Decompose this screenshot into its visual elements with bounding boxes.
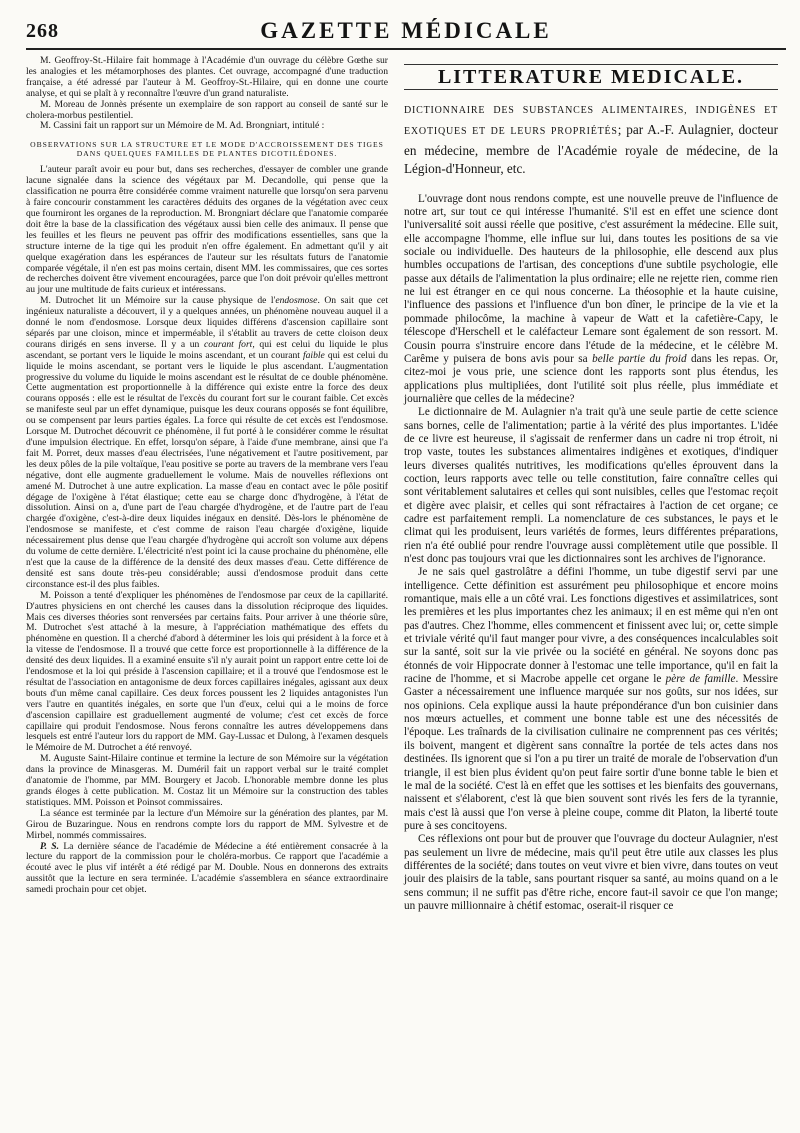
paragraph: M. Geoffroy-St.-Hilaire fait hommage à l'Académie d'un ouvrage du célèbre Gœthe sur les analogies et les métamorphoses des plantes. Cet ouvrage, accompagné d'une traduction française, a été adressé par l'auteur à M. Geoffroy-St.-Hilaire, qui en donne une courte analyse, et qui se plaît à y reconnaître l'œuvre d'un grand naturaliste. — [26, 55, 388, 99]
paragraph: L'auteur paraît avoir eu pour but, dans ses recherches, d'essayer de combler une grande lacune signalée dans la science des végétaux par M. Decandolle, qui pense que la classification ne pourra être considérée comme vraiment naturelle que lorsqu'on sera parvenu à faire concourir constamment les caractères déduits des organes de la végétation avec ceux que fourniront les organes de la reproduction. M. Brongniart déclare que l'anatomie comparée doit être la base de la classification des végétaux aussi bien celle des animaux. Il pense que les feuilles et les fleurs ne peuvent pas offrir des modifications essentielles, sans que la structure interne de la tige qui les produit n'en offre également. En admettant qu'il y ait quelque exagération dans les espérances de l'auteur sur les résultats futurs de l'anatomie comparée végétale, il n'en est pas moins certain, disent MM. les commissaires, que ces sortes de recherches doivent être vivement encouragées, parce que l'on doit prévoir qu'elles mettront au jour une multitude de faits curieux et intéressans. — [26, 164, 388, 296]
italic-term: belle partie du froid — [592, 352, 687, 365]
text-run: L'ouvrage dont nous rendons compte, est une nouvelle preuve de l'influence de notre art, sur tout ce qui intéresse l'humanité. S'il est en effet une science dont l'universalité soit aussi réelle que positive, c'est assurément la médecine. Elle suit, elle accompagne l'homme, elle influe sur lui, dans toutes les positions de sa vie sociale ou individuelle. Des hauteurs de la philosophie, elle descend aux plus humbles occupations de l'artisan, des conceptions d'une subtile psychologie, elle passe aux détails de l'alimentation la plus ordinaire; elle ne rejette rien, comme rien ne lui est étranger en ce qui nous concerne. La théosophie et la haute cuisine, l'influence des passions et l'influence d'un bon dîner, le principe de la vie et la pommade philocôme, la machine à vapeur de Watt et la cafetière-Capy, le télescope d'Herschell et le caléfacteur Lemare sont également de son ressort. M. Cousin pourra s'instruire encore dans l'étude de la médecine, et le célèbre M. Carême y puisera de bons avis pour sa — [404, 192, 778, 365]
text-run: dans les repas. Or, citez-moi je vous prie, une science dont les rapports sont plus étendus, les applications plus multipliées, dont l'utilité soit plus réelle, plus immédiate et journalière que celles de la médecine? — [404, 352, 778, 405]
left-column — [26, 56, 388, 913]
memoir-title: OBSERVATIONS SUR LA STRUCTURE ET LE MODE D'ACCROISSEMENT DES TIGES DANS QUELQUES FAMILLES DE PLANTES DICOTILÉDONES. — [30, 140, 384, 159]
paragraph — [404, 193, 778, 407]
right-column — [404, 56, 778, 913]
paragraph: M. Auguste Saint-Hilaire continue et termine la lecture de son Mémoire sur la végétation dans la province de Minasgeras. M. Duméril fait un rapport verbal sur le traité complet d'anatomie de l'homme, par MM. Bourgery et Jacob. L'honorable membre donne les plus grands éloges à cette publication. M. Costaz lit un Mémoire sur la construction des tables statistiques. MM. Poisson et Poinsot commissaires. — [26, 753, 388, 808]
text-run: . Messire Gaster a nécessairement une influence marquée sur nos goûts, sur nos idées, sur nos opinions. Cela explique aussi la haute prépondérance d'un bon cuisinier dans nos mœurs actuelles, et comment une bonne table est une des nécessités de l'époque. Les traînards de la civilisation culinaire ne comprennent pas ces vérités; ils boivent, mangent et digèrent sans connaître la portée de tels actes dans nos destinées. Ils ignorent que si l'on a pu tirer un traité de morale de l'observation d'un triangle, il est bien plus évident qu'on peut faire sortir d'une bonne table le bien et le mal de la société. C'est là en effet que les sottises et les bienfaits des gouvernans, naissent et s'élaborent, c'est là que bien souvent sont rivés les fers de la tyrannie, mais c'est là aussi que l'on verse à pleine coupe, comme dit Platon, la liberté toute pure à ses concitoyens. — [404, 673, 778, 832]
book-title — [404, 100, 778, 178]
book-title-rest: ; par A.-F. Aulagnier, docteur en médecine, membre de l'Académie royale de médecine, de la Légion-d'Honneur, etc. — [404, 121, 779, 177]
text-run: La dernière séance de l'académie de Médecine a été entièrement consacrée à la lecture du rapport de la commission pour le choléra-morbus. Ce rapport que l'académie a écouté avec le plus vif intérêt a été rédigé par M. Double. Nous en donnerons des extraits aussitôt que la lecture en sera terminée. L'académie s'assemblera en séance extraordinaire samedi prochain pour cet objet. — [26, 840, 389, 896]
page-title: GAZETTE MÉDICALE — [260, 18, 552, 43]
book-title-caps: DICTIONNAIRE DES SUBSTANCES ALIMENTAIRES, INDIGÈNES ET EXOTIQUES ET DE LEURS PROPRIÉTÉS — [404, 105, 778, 137]
page-header — [26, 18, 786, 50]
italic-term: faible — [302, 349, 325, 361]
paragraph: M. Poisson a tenté d'expliquer les phénomènes de l'endosmose par ceux de la capillarité. D'autres physiciens en ont cherché les causes dans la dissolution réciproque des liquides. Mais ces diverses théories sont renversées par certains faits. Pour arriver à une théorie sûre, M. Dutrochet s'est attaché à la mesure, à l'appréciation mathématique des effets du phénomène en question. Il a cherché d'abord à déterminer les lois qui président à la force et à la vitesse de l'endosmose. Il a trouvé que cette force est proportionnelle à la différence de la densité des deux liquides. Il a examiné ensuite s'il n'y aurait point un rapport entre cette loi de l'endosmose et la loi qui préside à l'ascension capillaire; et il a trouvé que l'endosmose est le résultat de l'association en antagonisme de deux forces capillaires inégales, agissant aux deux bouts d'un même canal capillaire. Ces deux forces poussent les 2 liquides antagonistes l'un vers l'autre en quantités inégales, en sorte que l'un d'eux, celui qui a le moins de force d'ascension capillaire est graduellement augmenté de volume; c'est cet excès de force capillaire qui produit l'endosmose. Nous ferons connaître les autres développemens dans lesquels est entré l'auteur lors du rapport de MM. Gay-Lussac et Dulong, à l'examen desquels le Mémoire de M. Dutrochet a été renvoyé. — [26, 589, 388, 754]
page-number: 268 — [26, 20, 59, 42]
text-run: . On sait que cet ingénieux naturaliste a découvert, il y a quelques années, un phénomène nouveau auquel il a donné le nom d'endosmose. Lorsque deux liquides différens d'ascension capillaire sont séparés par une cloison, mince et imperméable, il s'établit au travers de cette cloison deux courans dirigés en sens inverse. Il y a un — [26, 295, 389, 350]
ps-label: P. S. — [40, 840, 60, 852]
paragraph: M. Cassini fait un rapport sur un Mémoire de M. Ad. Brongniart, intitulé : — [40, 120, 325, 132]
paragraph: Le dictionnaire de M. Aulagnier n'a trait qu'à une seule partie de cette science sans bornes, celle de l'alimentation; partie à la vérité des plus importantes. L'idée de ce livre est heureuse, il s'agissait de renfermer dans un cadre ni trop étroit, ni trop vaste, toutes les substances alimentaires indigènes et exotiques, d'indiquer leurs diverses qualités nutritives, les modifications qu'elles éprouvent dans la coction, leurs rapports avec telle ou telle constitution, faire connaître celles qui sont véritablement salutaires et celles qui sont nuisibles, celles que l'estomac reçoit et digère avec plaisir, et celles qui sont réfractaires à l'action de cet organe; ce cadre est parfaitement rempli. La nomenclature de ces substances, le pays et le climat qui les produisent, leurs variétés de formes, leurs différentes préparations, rien n'a été oublié pour rendre l'ouvrage aussi complètement utile que possible. Il n'est donc pas toujours vrai que les dictionnaires sont les archives de l'ignorance. — [404, 406, 778, 565]
italic-term: courant fort — [203, 338, 253, 350]
section-title: LITTERATURE MEDICALE. — [404, 64, 778, 90]
paragraph — [26, 842, 388, 897]
paragraph — [26, 296, 388, 590]
paragraph — [404, 566, 778, 833]
text-run: M. Dutrochet lit un Mémoire sur la cause physique de l' — [40, 295, 276, 307]
paragraph: M. Moreau de Jonnès présente un exemplaire de son rapport au conseil de santé sur le cholera-morbus pestilentiel. — [26, 98, 388, 121]
paragraph: Ces réflexions ont pour but de prouver que l'ouvrage du docteur Aulagnier, n'est pas seulement un livre de médecine, mais qu'il peut être utile aux classes les plus différentes de la société; dans toutes on veut vivre et bien vivre, dans toutes on veut jouir des plaisirs de la table, sans pourtant risquer sa santé, au moins quand on a le sens commun; il ne suffit pas d'être riche, encore faut-il savoir ce que l'on mange; un pauvre millionnaire à chétif estomac, oserait-il risquer ce — [404, 833, 778, 912]
italic-term: père de famille — [665, 673, 736, 686]
text-run: Je ne sais quel gastrolâtre a défini l'homme, un tube digestif servi par une intelligence. Cette définition est assurément peu philosophique et encore moins romantique, mais elle a un côté vrai. Les fonctions digestives et assimilatrices, sont les premières et les plus importantes chez les animaux; il en est même qui n'en ont pas d'autres. Chez l'homme, elles commencent et finissent avec lui; or, cette simple et triviale vérité qu'il faut manger pour vivre, a des conséquences incalculables soit sur la santé, soit sur la vie privée ou la société en général. Ne soyons donc pas étonnés de voir Hippocrate donner à l'estomac une telle importance, qu'il en fait la racine de l'homme, et si Macrobe appelle cet organe le — [404, 566, 778, 686]
text-run: , qui est celui du liquide le plus ascendant, se portant vers le liquide le moins ascendant, et un courant — [26, 338, 388, 361]
columns — [26, 56, 786, 913]
paragraph: La séance est terminée par la lecture d'un Mémoire sur la génération des plantes, par M. Girou de Buzaringue. Nous en rendrons compte lors du rapport de MM. Sylvestre et de Mirbel, nommés commissaires. — [26, 807, 388, 841]
text-run: qui est celui du liquide le moins ascendant, se portant vers le liquide le plus ascendant. L'augmentation progressive du volume du liquide le moins ascendant est le résultat de ce double phénomène. Cette augmentation est proportionnelle à la différence qui existe entre la force des deux courans opposés : elle est le résultat de l'excès du courant fort sur le courant faible. Cet excès se manifeste seul par un effet dynamique, puisque les deux courans opposés se font équilibre, ou se compensent par leurs parties égales. La force qui résulte de cet excès est l'endosmose. Lorsque M. Dutrochet découvrit ce phénomène, il fut porté à le considérer comme le résultat d'une impulsion électrique. En effet, lorsqu'on sépare, à l'aide d'une membrane, ainsi que l'a fait M. Porret, deux masses d'eau électrisées, l'une négativement et l'autre positivement, par les deux pôles de la pile voltaïque, l'eau positive se porte au travers de la membrane vers l'eau négative, dont elle augmente graduellement le volume. Mais de nouvelles réflexions ont amené M. Dutrochet à une autre explication. La masse d'eau en contact avec le pôle positif dégage de l'oxigène à l'état élastique; cette eau se charge donc d'hydrogène, à l'état de dissolution. Ainsi on a, d'une part de l'eau chargée d'hydrogène, et de l'autre part de l'eau chargée d'oxigène, c'est-à-dire deux liquides inégaux en densité. Dès-lors le phénomène de l'endosmose se manifeste, et c'est comme de raison l'eau chargée d'oxigène, liquide nécessairement plus dense que l'eau chargée d'hydrogène qui accroît son volume aux dépens du volume de cette dernière. L'électricité n'est point ici la cause prochaine du phénomène, elle n'est que la cause de la différence de la densité des deux masses d'eau. Cette différence de densité est sans doute très-peu considérable; aussi d'endosmose produit dans cette circonstance est-il des plus faibles. — [26, 349, 389, 590]
italic-term: endosmose — [275, 295, 318, 307]
